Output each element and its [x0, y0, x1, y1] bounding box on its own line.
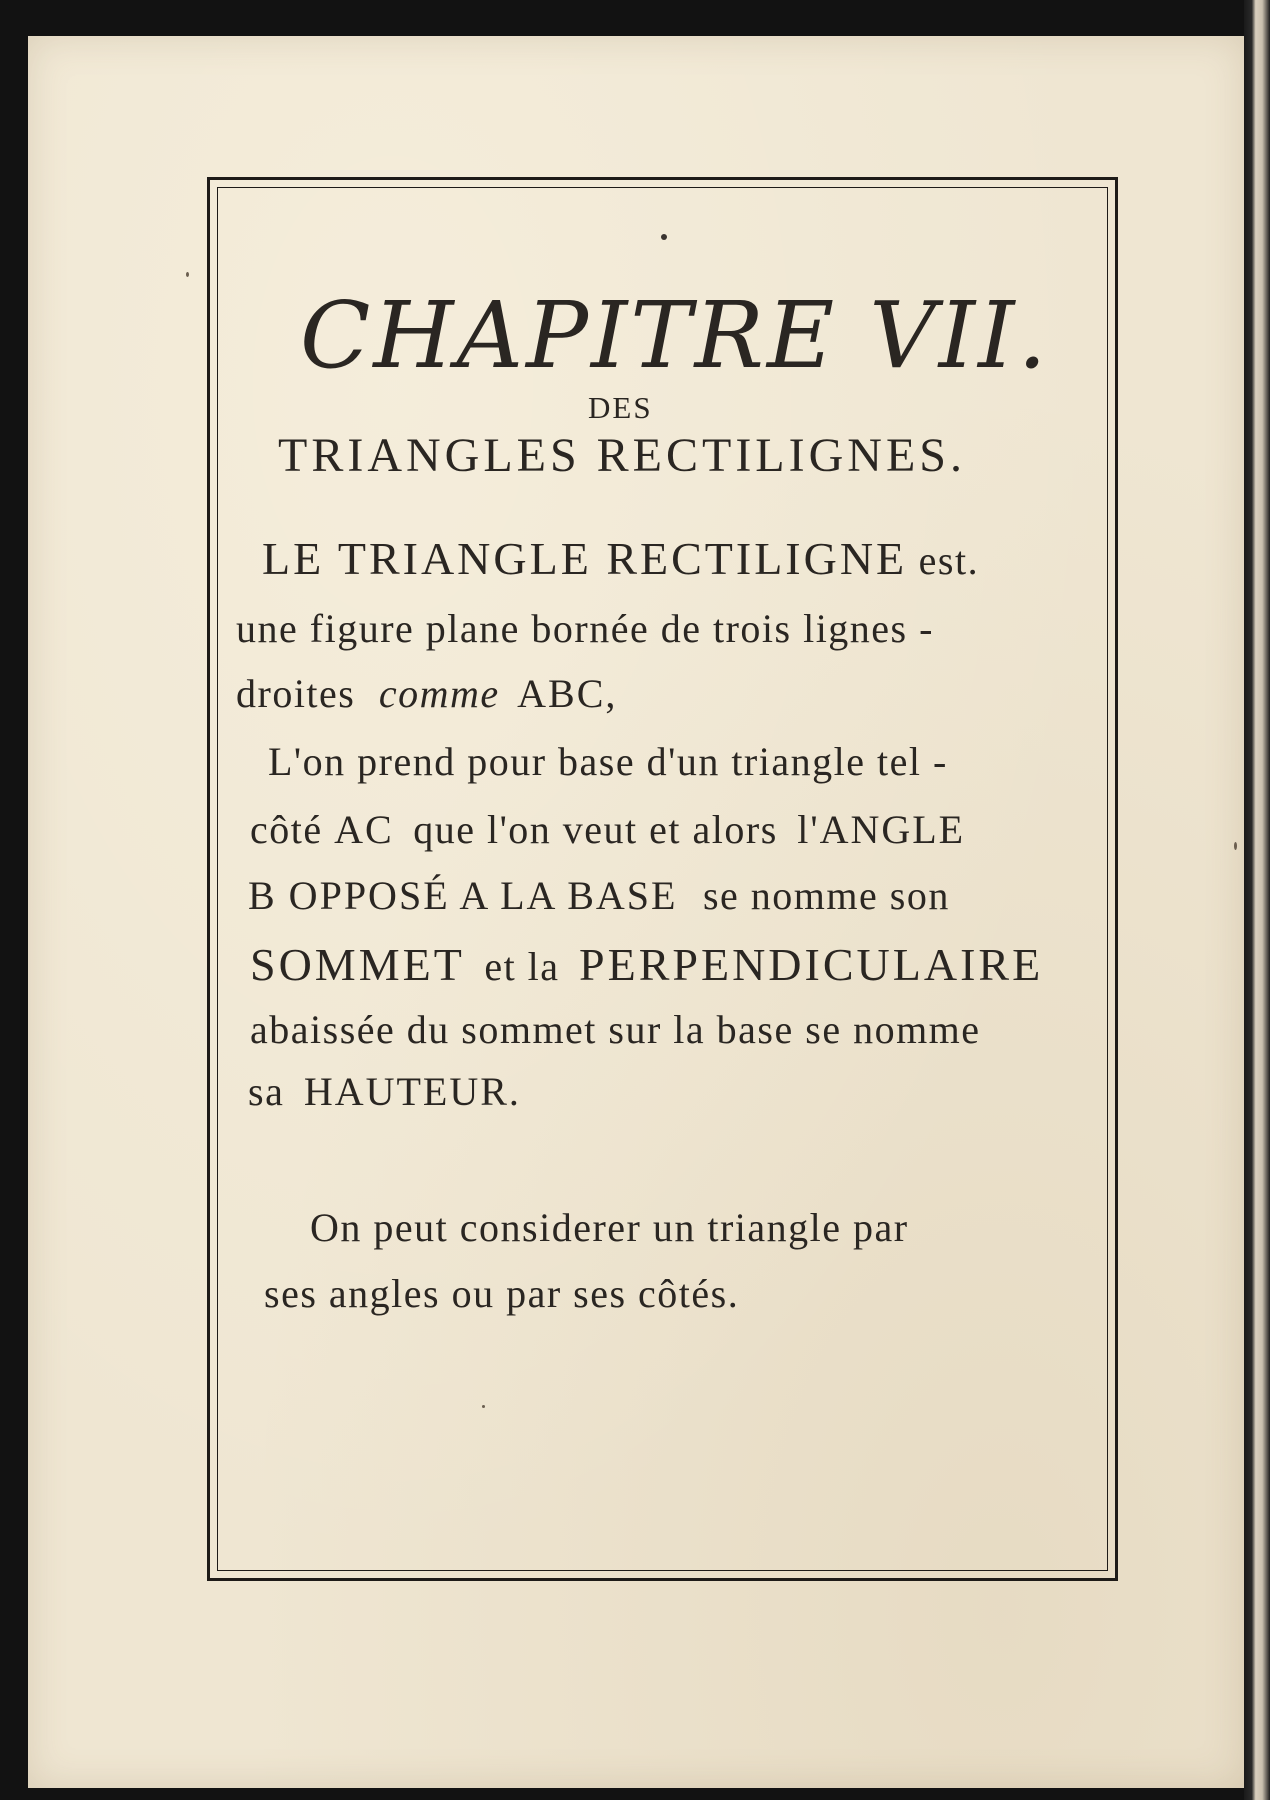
para3-line2: ses angles ou par ses côtés.	[264, 1271, 740, 1316]
para1-line1-end: est.	[918, 538, 980, 583]
para2-line3-a: B OPPOSÉ A LA BASE	[248, 873, 678, 918]
term-hauteur: HAUTEUR.	[303, 1069, 521, 1114]
para2-line1: L'on prend pour base d'un triangle tel -	[268, 739, 948, 784]
adjacent-page-edge	[1244, 0, 1270, 1800]
ink-speck	[1234, 842, 1237, 850]
para1-line2: une figure plane bornée de trois lignes -	[236, 606, 934, 651]
ink-speck	[482, 1405, 485, 1408]
para1-line3-c: ABC,	[517, 671, 618, 716]
ornament-dot	[661, 234, 667, 240]
para2-line2-b: AC	[334, 807, 394, 852]
subtitle-des: DES	[588, 390, 653, 425]
term-triangle-rectiligne: LE TRIANGLE RECTILIGNE	[262, 533, 908, 584]
para2-line2-d: l'ANGLE	[797, 807, 966, 852]
para2-line4-b: et la	[484, 944, 560, 989]
chapter-subtitle: TRIANGLES RECTILIGNES.	[278, 429, 966, 482]
para1-line3	[236, 670, 617, 717]
para2-line2	[250, 806, 965, 853]
para1-line1	[262, 532, 979, 585]
para2-line6-a: sa	[248, 1069, 285, 1114]
para2-line2-c: que l'on veut et alors	[413, 807, 778, 852]
para1-line3-b: comme	[378, 671, 500, 716]
para3-line1: On peut considerer un triangle par	[310, 1205, 909, 1250]
para2-line5: abaissée du sommet sur la base se nomme	[250, 1007, 981, 1052]
para2-line6	[248, 1068, 521, 1115]
chapter-title: CHAPITRE VII.	[300, 282, 1050, 389]
term-sommet: SOMMET	[250, 939, 465, 990]
para2-line2-a: côté	[250, 807, 323, 852]
para2-line3-b: se nomme son	[702, 873, 950, 918]
para2-line3	[248, 872, 950, 919]
term-perpendiculaire: PERPENDICULAIRE	[579, 939, 1044, 990]
para1-line3-a: droites	[236, 671, 356, 716]
para2-line4	[250, 938, 1043, 991]
ink-speck	[186, 272, 189, 277]
